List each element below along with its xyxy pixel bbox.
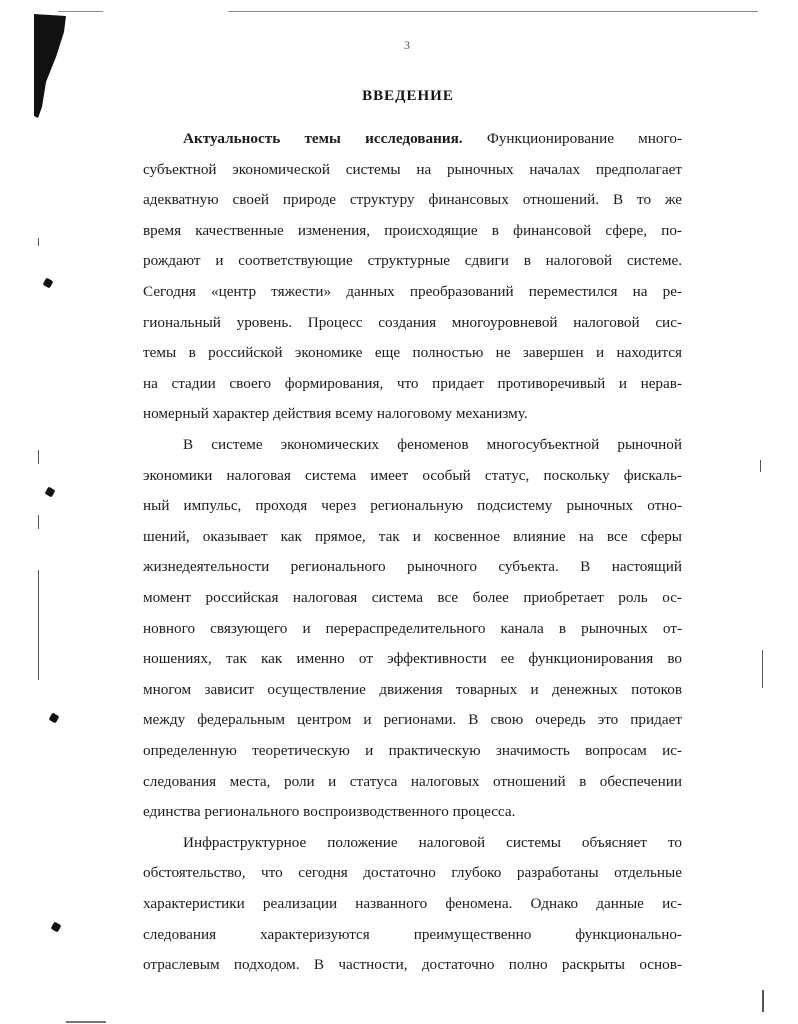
text-line <box>143 160 682 180</box>
line-text: следования места, роли и статуса налоговых отношений в обеспечении <box>143 773 682 790</box>
page-title: ВВЕДЕНИЕ <box>362 88 454 104</box>
line-text: Сегодня «центр тяжести» данных преобразований переместился на ре- <box>143 283 682 300</box>
text-line <box>143 466 682 486</box>
line-text: момент российская налоговая система все более приобретает роль ос- <box>143 589 682 606</box>
line-text: жизнедеятельности регионального рыночного субъекта. В настоящий <box>143 558 682 575</box>
line-text: шений, оказывает как прямое, так и косвенное влияние на все сферы <box>143 528 682 545</box>
line-text: отраслевым подходом. В частности, достаточно полно раскрыты основ- <box>143 956 682 973</box>
scan-mark <box>38 450 39 464</box>
line-text: гиональный уровень. Процесс создания многоуровневой налоговой сис- <box>143 314 682 331</box>
text-line <box>143 496 682 516</box>
binding-hole-mark <box>45 487 56 498</box>
text-line <box>143 404 682 424</box>
text-line <box>143 680 682 700</box>
line-text: рождают и соответствующие структурные сдвиги в налоговой системе. <box>143 252 682 269</box>
binding-hole-mark <box>49 713 60 724</box>
binding-hole-mark <box>51 922 62 933</box>
text-line <box>143 282 682 302</box>
text-line <box>143 772 682 792</box>
line-text: следования характеризуются преимущественно функционально- <box>143 926 682 943</box>
text-line <box>143 863 682 883</box>
text-line <box>143 710 682 730</box>
scan-mark <box>762 990 764 1012</box>
line-text: многом зависит осуществление движения товарных и денежных потоков <box>143 681 682 698</box>
scan-mark <box>760 460 761 472</box>
text-line <box>183 435 682 455</box>
line-text: адекватную своей природе структуру финансовых отношений. В то же <box>143 191 682 208</box>
text-line <box>143 741 682 761</box>
line-text: Инфраструктурное положение налоговой системы объясняет то <box>183 834 682 851</box>
text-line <box>143 527 682 547</box>
text-line <box>143 343 682 363</box>
line-text: Функционирование много- <box>462 130 683 147</box>
line-text: обстоятельство, что сегодня достаточно глубоко разработаны отдельные <box>143 864 682 881</box>
scan-mark <box>38 570 39 680</box>
line-text: характеристики реализации названного феномена. Однако данные ис- <box>143 895 682 912</box>
line-text: экономики налоговая система имеет особый статус, поскольку фискаль- <box>143 467 682 484</box>
text-line <box>143 313 682 333</box>
line-text: субъектной экономической системы на рыночных началах предполагает <box>143 161 682 178</box>
line-text: между федеральным центром и регионами. В свою очередь это придает <box>143 711 682 728</box>
line-text: ношениях, так как именно от эффективности ее функционирования во <box>143 650 682 667</box>
line-text: ный импульс, проходя через региональную подсистему рыночных отно- <box>143 497 682 514</box>
text-line <box>143 925 682 945</box>
text-line <box>143 649 682 669</box>
line-text: номерный характер действия всему налоговому механизму. <box>143 405 528 422</box>
text-line <box>143 557 682 577</box>
line-text: определенную теоретическую и практическую значимость вопросам ис- <box>143 742 682 759</box>
text-line <box>143 221 682 241</box>
section-lead: Актуальность темы исследования. <box>183 130 463 147</box>
binding-hole-mark <box>43 278 54 289</box>
scan-line-bottom <box>66 1021 106 1023</box>
text-line <box>143 955 682 975</box>
text-line <box>143 190 682 210</box>
text-line <box>183 129 682 149</box>
text-line <box>143 588 682 608</box>
text-line <box>183 833 682 853</box>
line-text: на стадии своего формирования, что придает противоречивый и нерав- <box>143 375 682 392</box>
text-line <box>143 374 682 394</box>
text-line <box>143 894 682 914</box>
line-text: время качественные изменения, происходящие в финансовой сфере, по- <box>143 222 682 239</box>
line-text: В системе экономических феноменов многосубъектной рыночной <box>183 436 682 453</box>
line-text: новного связующего и перераспределительного канала в рыночных от- <box>143 620 682 637</box>
scan-mark <box>38 238 39 246</box>
page-number: 3 <box>404 38 410 52</box>
text-line <box>143 251 682 271</box>
scan-line-top-left <box>58 11 103 12</box>
line-text: единства регионального воспроизводственного процесса. <box>143 803 516 820</box>
line-text: темы в российской экономике еще полностью не завершен и находится <box>143 344 682 361</box>
text-line <box>143 619 682 639</box>
scan-mark <box>38 515 39 529</box>
text-line <box>143 802 682 822</box>
scan-mark <box>762 650 763 688</box>
scan-line-top <box>228 11 758 12</box>
